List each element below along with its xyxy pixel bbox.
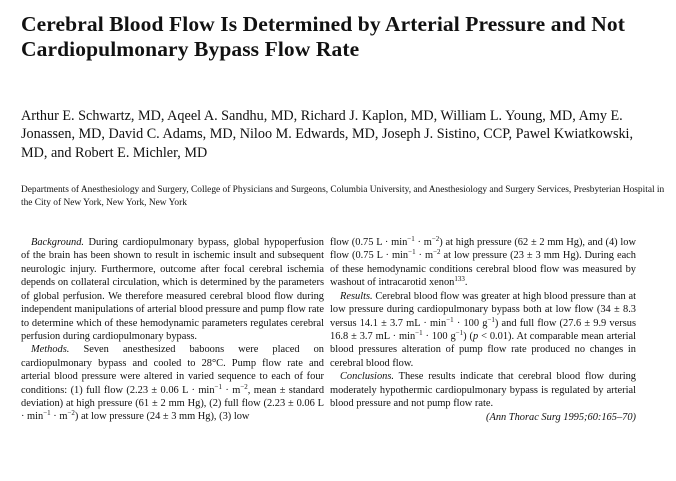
superscript: −1: [408, 248, 416, 257]
superscript: −1: [407, 235, 415, 243]
superscript: −1: [487, 315, 495, 324]
superscript: −1: [446, 315, 454, 324]
methods-text: · m: [50, 411, 68, 423]
author-list: Arthur E. Schwartz, MD, Aqeel A. Sandhu, MD, Richard J. Kaplon, MD, William L. Young, MD, Amy E. Jonassen, MD, David C. Adams, MD, Niloo M. Edwards, MD, Joseph J. Sistino, CCP, Pawel Kwiatkowski, MD, and Robert E. Michler, MD: [21, 108, 634, 161]
methods-text: · m: [414, 237, 432, 248]
superscript: −1: [43, 409, 51, 418]
results-text: ) (: [463, 330, 473, 342]
methods-text: Seven anesthesized baboons were placed on cardiopulmonary bypass and cooled to 28°C. Pump flow rate and arterial blood pressure were altered in varied sequence to each of four conditions: (1) full flow (2.23 ± 0.06 L · min: [21, 344, 324, 396]
superscript: 133: [454, 275, 465, 284]
background-label: Background.: [31, 237, 84, 248]
p-value-symbol: p: [472, 330, 479, 342]
affiliation: Departments of Anesthesiology and Surgery, College of Physicians and Surgeons, Columbia University, and Anesthesiology and Surgery Services, Presbyterian Hospital in the City of New York, New York, New York: [21, 185, 665, 208]
results-label: Results.: [340, 290, 373, 302]
methods-text: ) at high pressure (62 ± 2 mm Hg), and (4) low flow (0.75 L · min: [330, 237, 636, 262]
methods-text: at low pressure (23 ± 3 mm Hg). During each of these hemodynamic conditions cerebral blood flow was measured by washout of intracarotid xenon: [330, 250, 636, 289]
methods-text: , mean ± standard deviation) at high pressure (61 ± 2 mm Hg), (2) full flow (2.23 ± 0.06 L · min: [21, 384, 325, 423]
methods-label: Methods.: [31, 344, 70, 356]
results-text: · 100 g: [422, 330, 456, 342]
results-text: Cerebral blood flow was greater at high blood pressure than at low pressure during cardiopulmonary bypass both at low flow (34 ± 8.3 versus 14.1 ± 3.7 mL · min: [330, 290, 636, 329]
background-text: During cardiopulmonary bypass, global hypoperfusion of the brain has been shown to result in ischemic insult and subsequent neurologic injury. Furthermore, outcome after focal cerebral ischemia depends on collateral circulation, which is determined by the parameters of global perfusion. We therefore measured cerebral blood flow during independent manipulations of arterial blood pressure and pump flow rate to determine which of these hemodynamic parameters regulates cerebral perfusion during cardiopulmonary bypass.: [21, 237, 324, 342]
article-title: Cerebral Blood Flow Is Determined by Arterial Pressure and Not Cardiopulmonary Bypass Flow Rate: [21, 12, 625, 61]
abstract-right-column: [330, 236, 636, 425]
methods-text: .: [464, 277, 468, 289]
superscript: −1: [214, 382, 222, 391]
journal-citation: (Ann Thorac Surg 1995;60:165–70): [486, 412, 636, 424]
conclusions-label: Conclusions.: [340, 371, 394, 383]
superscript: −2: [433, 248, 441, 257]
superscript: −2: [431, 235, 440, 243]
methods-text: · m: [415, 250, 434, 262]
abstract-results: [330, 290, 636, 371]
conclusions-text: These results indicate that cerebral blood flow during moderately hypothermic cardiopulmonary bypass is regulated by arterial blood pressure and not pump flow rate.: [330, 371, 636, 410]
abstract-methods-continued: [330, 236, 636, 290]
superscript: −2: [240, 382, 248, 391]
abstract-left-column: [21, 236, 324, 424]
superscript: −2: [67, 409, 75, 418]
abstract-background: [21, 236, 324, 343]
abstract-conclusions: [330, 370, 636, 410]
results-text: · 100 g: [453, 317, 488, 329]
results-text: < 0.01). At comparable mean arterial blood pressures alteration of pump flow rate produced no changes in cerebral blood flow.: [330, 330, 636, 369]
methods-text: · m: [221, 384, 241, 396]
methods-text: ) at low pressure (24 ± 3 mm Hg), (3) low: [74, 411, 250, 423]
methods-text: flow (0.75 L · min: [330, 237, 408, 248]
results-text: ) and full flow (27.6 ± 9.9 versus 16.8 ± 3.7 mL · min: [330, 317, 636, 342]
superscript: −1: [415, 328, 423, 337]
superscript: −1: [455, 328, 464, 337]
abstract-methods: [21, 343, 324, 424]
